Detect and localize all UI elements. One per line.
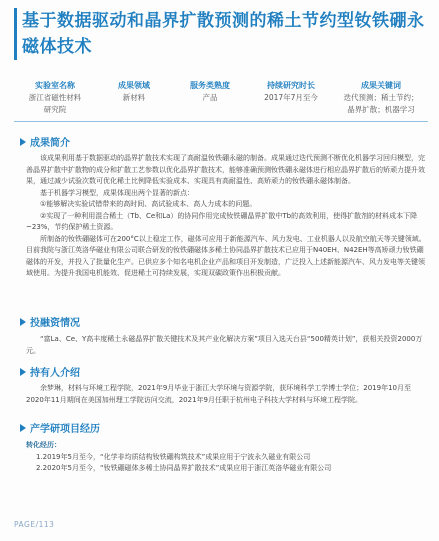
info-col-keywords: [334, 80, 428, 115]
summary-paragraph-1: 该成果利用基于数据驱动的晶界扩散技术实现了高耐温钕铁硼永磁的制备。成果通过迭代预测不断优化机器学习回归模型，完善晶界扩散中扩散物的成分和扩散工艺参数以优化晶界扩散技术，能够准确预测钕铁硼永磁体进行相应晶界扩散后的矫顽力提升效果，通过减少试验次数可优化稀土比例降低实验成本、实现具有高耐温性、高矫顽力的钕铁硼永磁体制备。: [26, 154, 425, 185]
summary-paragraph-2: 基于机器学习模型，成果体现出两个显著的新点：: [40, 188, 194, 197]
info-header-lab: 实验室名称: [35, 81, 75, 90]
section-title-experience: 产学研项目经历: [30, 424, 100, 435]
info-header-duration: 持续研究时长: [267, 81, 315, 90]
title-accent-bar: [14, 8, 17, 60]
info-value-field: 新材料: [122, 93, 146, 102]
info-col-lab: [14, 80, 96, 115]
experience-subheading: 转化经历：: [26, 441, 61, 449]
summary-paragraph-4: ②实现了一种利用混合稀土（Tb、Ce和La）的协同作用完成钕铁硼晶界扩散中Tb的高效利用，使得扩散剂的材料成本下降~23%，节约保护稀土资源。: [26, 211, 418, 231]
section-body-summary: [26, 153, 428, 280]
section-heading-investment: [20, 317, 80, 330]
info-value-lab-line1: 浙江省磁性材料: [28, 93, 82, 102]
info-table: [14, 80, 428, 116]
section-body-experience: [26, 440, 428, 475]
section-title-person: 持有人介绍: [30, 368, 80, 379]
section-title-summary: 成果简介: [30, 138, 70, 149]
triangle-bullet-icon: [20, 138, 26, 146]
info-header-field: 成果领域: [118, 81, 150, 90]
triangle-bullet-icon: [20, 368, 26, 376]
info-value-keywords-line1: 迭代预测；稀土节约；: [343, 93, 419, 102]
info-value-duration: 2017年7月至今: [264, 93, 318, 102]
investment-paragraph: “富La、Ce、Y高丰度稀土永磁晶界扩散关键技术及其产业化解决方案”项目入选天台县“500精英计划”，获相关投资2000万元。: [26, 335, 423, 355]
info-col-duration: [248, 80, 334, 103]
section-title-investment: 投融资情况: [30, 318, 80, 329]
section-body-person: [26, 383, 428, 406]
experience-item-2: 2.2020年5月至今，“钕铁硼磁体多稀土协同晶界扩散技术”成果应用于浙江英洛华磁业有限公司: [36, 464, 332, 472]
summary-paragraph-3: ①能够解决实验试错带来的高时间、高试验成本、高人力成本的问题。: [40, 200, 257, 208]
info-col-maturity: [172, 80, 248, 103]
experience-item-1: 1.2019年5月至今，“化学非均质结构钕铁硼构筑技术”成果应用于宁波永久磁业有限公司: [36, 452, 311, 461]
info-value-maturity: 产品: [202, 93, 218, 102]
page-number: PAGE/113: [14, 520, 55, 529]
triangle-bullet-icon: [20, 424, 26, 432]
page-title: 基于数据驱动和晶界扩散预测的稀土节约型钕铁硼永磁体技术: [22, 11, 425, 57]
info-col-field: [96, 80, 172, 103]
info-header-keywords: 成果关键词: [361, 81, 401, 90]
info-divider: [14, 121, 428, 122]
person-paragraph: 余梦琳，材料与环境工程学院，2021年9月毕业于浙江大学环境与资源学院，获环境科学工学博士学位；2019年10月至2020年11月期间在美国加州理工学院访问交流，2021年9月任职于杭州电子科技大学材料与环境工程学院。: [26, 384, 411, 404]
info-header-maturity: 服务类熟度: [190, 81, 230, 90]
triangle-bullet-icon: [20, 318, 26, 326]
section-heading-person: [20, 367, 80, 380]
info-value-keywords-line2: 晶界扩散；机器学习: [347, 105, 415, 114]
section-heading-experience: [20, 423, 100, 436]
section-heading-summary: [20, 137, 70, 150]
summary-paragraph-5: 所制备的钕铁硼磁体可在200°C以上稳定工作，磁体可应用于新能源汽车、风力发电、工业机器人以及航空航天等关键领域。目前我院与浙江英洛华磁业有限公司联合研发的钕铁硼磁体多稀土协同晶界扩散技术已应用于N40EH、N42EH等高矫顽力钕铁硼磁体的开发，并投入了批量化生产。已供应多个知名电机企业产品和项目开发制造，广泛投入上述新能源汽车、风力发电等关键领域使用。为提升我国电机能效、促进稀土可持续发展，实现双碳政策作出积极贡献。: [26, 234, 426, 277]
info-value-lab-line2: 研究院: [43, 105, 67, 114]
section-body-investment: [26, 334, 428, 357]
